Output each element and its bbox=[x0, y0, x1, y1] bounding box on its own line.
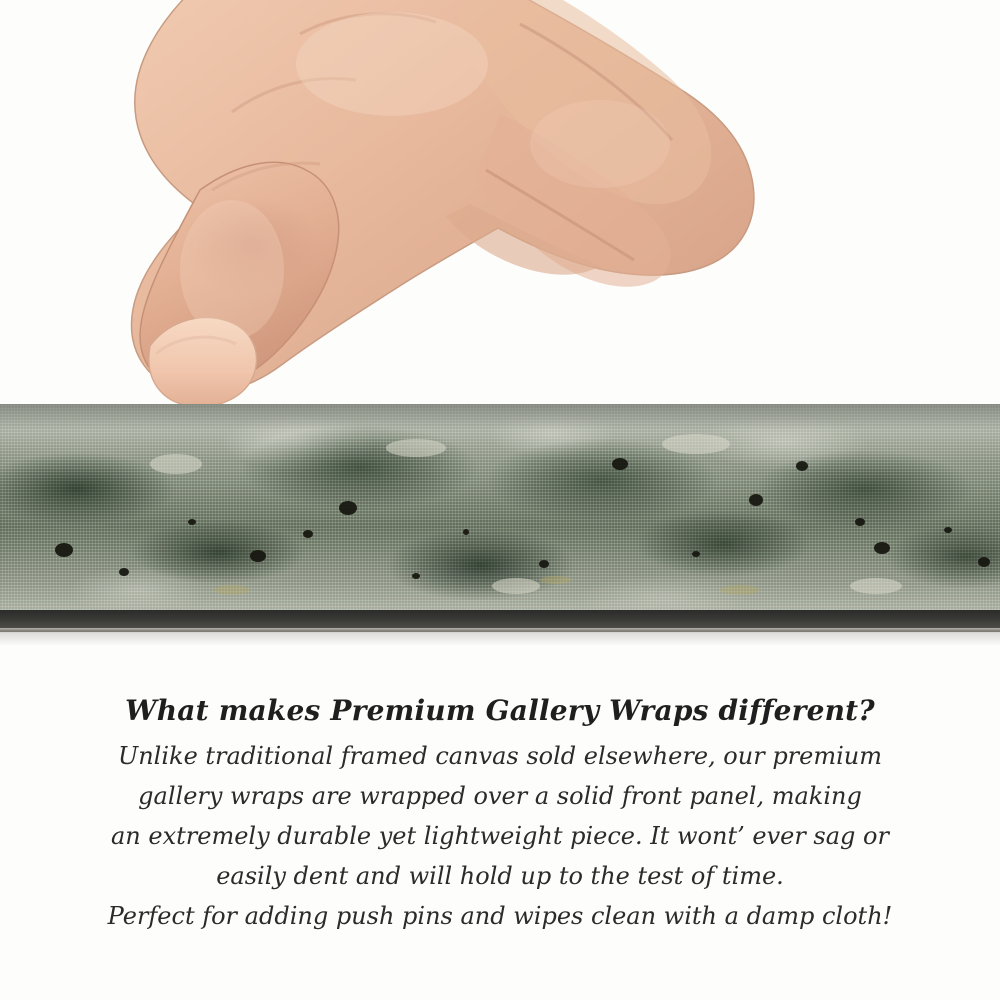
caption-line: Perfect for adding push pins and wipes clean with a damp cloth! bbox=[107, 902, 893, 930]
canvas-top-shadow bbox=[0, 404, 1000, 430]
caption-line: easily dent and will hold up to the test of time. bbox=[216, 862, 784, 890]
caption-block bbox=[0, 690, 1000, 936]
canvas-speckles bbox=[0, 404, 1000, 616]
caption-line: an extremely durable yet lightweight piece. It wont’ ever sag or bbox=[111, 822, 889, 850]
caption-body bbox=[0, 736, 1000, 936]
hand-highlight-3 bbox=[530, 100, 670, 188]
hand-illustration bbox=[0, 0, 1000, 420]
canvas-wrap-edge bbox=[0, 404, 1000, 636]
canvas-drop-shadow bbox=[0, 630, 1000, 646]
hand-highlight-2 bbox=[180, 200, 284, 340]
caption-line: Unlike traditional framed canvas sold elsewhere, our premium bbox=[117, 742, 882, 770]
hand-highlight-1 bbox=[296, 12, 488, 116]
caption-heading: What makes Premium Gallery Wraps different? bbox=[125, 694, 875, 727]
caption-line: gallery wraps are wrapped over a solid front panel, making bbox=[138, 782, 862, 810]
hand-icon bbox=[0, 0, 1000, 420]
